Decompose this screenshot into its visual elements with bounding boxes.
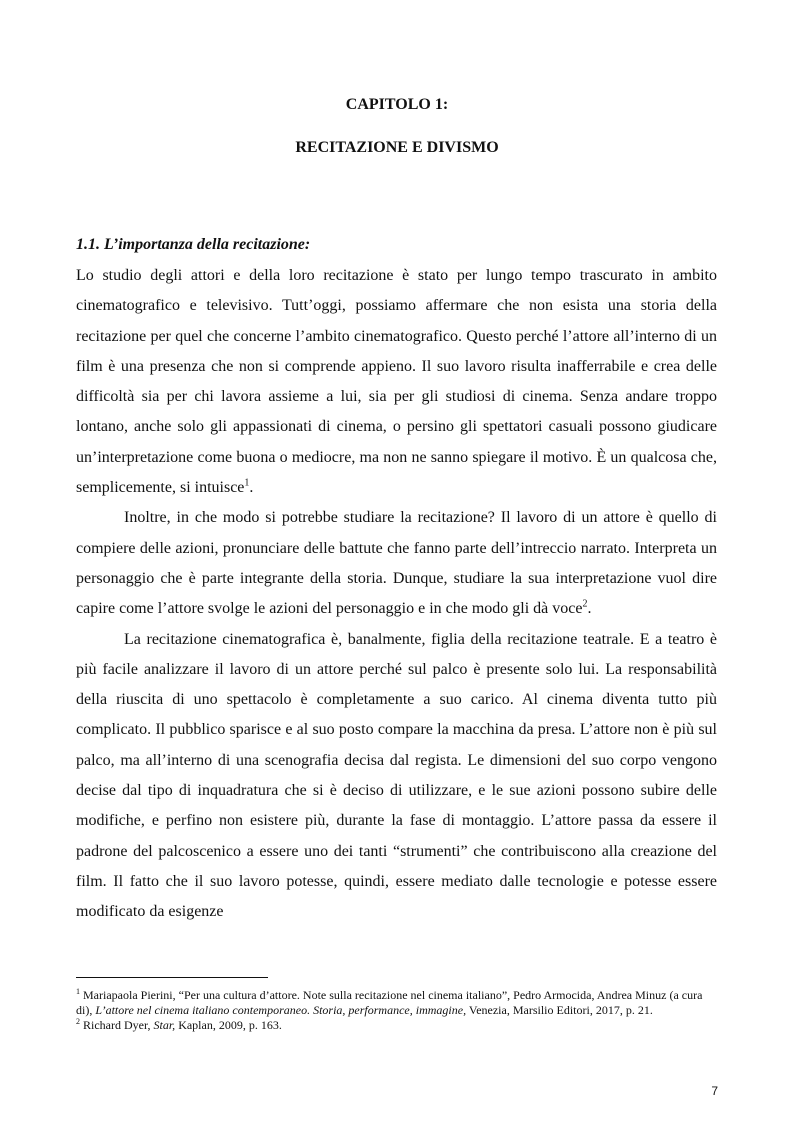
footnote-text: Kaplan, 2009, p. 163. [175, 1018, 282, 1032]
chapter-number: CAPITOLO 1: [345, 96, 449, 113]
paragraph-text: La recitazione cinematografica è, banalmente, figlia della recitazione teatrale. E a teatro è più facile analizzare il lavoro di un attore perché sul palco è presente solo lui. La responsabilità della riuscita di uno spettacolo è completamente a suo carico. Al cinema diventa tutto più complicato. Il pubblico sparisce e al suo posto compare la macchina da presa. L’attore non è più sul palco, ma all’interno di una scenografia decisa dal regista. Le dimensioni del suo corpo vengono decise dal tipo di inquadratura che si è deciso di utilizzare, e le sue azioni possono subire delle modifiche, e perfino non esistere più, durante la fase di montaggio. L’attore passa da essere il padrone del palcoscenico a essere uno dei tanti “strumenti” che contribuiscono alla creazione del film. Il fatto che il suo lavoro potesse, quindi, essere mediato dalle tecnologie e potesse essere modificato da esigenze [76, 630, 717, 921]
body-text [76, 261, 717, 928]
paragraph-text: Inoltre, in che modo si potrebbe studiare la recitazione? Il lavoro di un attore è quello di compiere delle azioni, pronunciare delle battute che fanno parte dell’intreccio narrato. Interpreta un personaggio che è parte integrante della storia. Dunque, studiare la sua interpretazione vuol dire capire come l’attore svolge le azioni del personaggio e in che modo gli dà voce [76, 509, 717, 618]
paragraph-tail: . [587, 600, 592, 618]
page-number: 7 [711, 1084, 718, 1098]
footnote-divider [76, 977, 268, 978]
footnote-1 [76, 988, 717, 1018]
paragraph-tail: . [249, 479, 254, 497]
footnote-italic-title: Star, [153, 1018, 176, 1032]
footnote-ref: 1 [244, 477, 250, 489]
paragraph-3 [76, 625, 717, 928]
paragraph-1 [76, 261, 717, 503]
footnote-mark: 1 [76, 987, 80, 996]
paragraph-2 [76, 503, 717, 624]
footnote-2 [76, 1018, 717, 1033]
paragraph-text: Lo studio degli attori e della loro recitazione è stato per lungo tempo trascurato in ambito cinematografico e televisivo. Tutt’oggi, possiamo affermare che non esista una storia della recitazione per quel che concerne l’ambito cinematografico. Questo perché l’attore all’interno di un film è una presenza che non si comprende appieno. Il suo lavoro risulta inafferrabile e crea delle difficoltà sia per chi lavora assieme a lui, sia per gli studiosi di cinema. Senza andare troppo lontano, anche solo gli appassionati di cinema, o persino gli spettatori casuali possono giudicare un’interpretazione come buona o mediocre, ma non ne sanno spiegare il motivo. È un qualcosa che, semplicemente, si intuisce [76, 267, 717, 497]
footnote-mark: 2 [76, 1017, 80, 1026]
footnote-text: Mariapaola Pierini, “Per una cultura d’attore. Note sulla recitazione nel cinema italiano”, Pedro Armocida, Andrea Minuz (a cura di), [76, 988, 703, 1017]
footnote-text: Richard Dyer, [83, 1018, 154, 1032]
footnote-ref: 2 [582, 598, 588, 610]
footnotes [76, 988, 717, 1033]
footnote-italic-title: L’attore nel cinema italiano contemporaneo. Storia, performance, immagine, [95, 1003, 467, 1017]
footnote-text: Venezia, Marsilio Editori, 2017, p. 21. [466, 1003, 653, 1017]
section-heading: 1.1. L’importanza della recitazione: [76, 236, 311, 253]
chapter-title: RECITAZIONE E DIVISMO [295, 139, 499, 156]
